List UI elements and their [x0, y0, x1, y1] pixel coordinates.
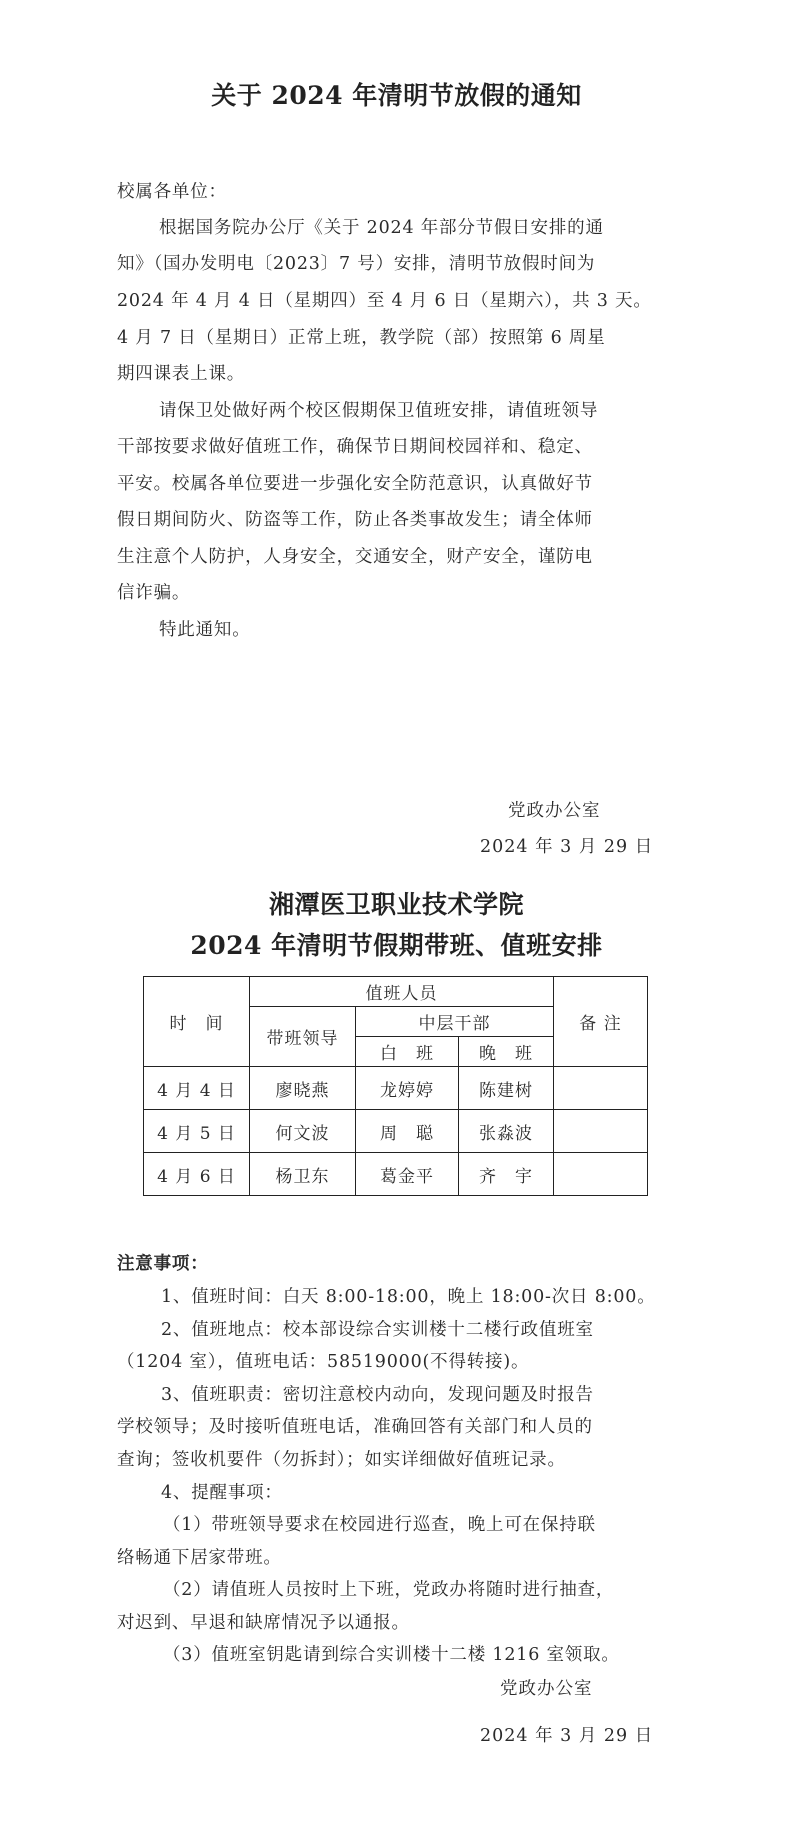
duty-table: [143, 976, 648, 1196]
notice-line: 2024 年 4 月 4 日（星期四）至 4 月 6 日（星期六），共 3 天。: [117, 291, 652, 311]
cell-day-shift: 周 聪: [356, 1110, 459, 1153]
notes-line: （1204 室），值班电话：58519000(不得转接)。: [117, 1352, 530, 1372]
header-duty-staff: 值班人员: [250, 977, 554, 1007]
notice-line: 干部按要求做好值班工作，确保节日期间校园祥和、稳定、: [117, 437, 593, 457]
header-day-shift: 白 班: [356, 1037, 459, 1067]
cell-date: 4 月 6 日: [144, 1153, 250, 1196]
table-header-row: [144, 977, 648, 1007]
notes-line: （2）请值班人员按时上下班，党政办将随时进行抽查，: [163, 1580, 615, 1600]
notes-line: （3）值班室钥匙请到综合实训楼十二楼 1216 室领取。: [163, 1645, 620, 1665]
notice-line: 平安。校属各单位要进一步强化安全防范意识，认真做好节: [117, 474, 593, 494]
header-night-shift: 晚 班: [459, 1037, 554, 1067]
cell-date: 4 月 4 日: [144, 1067, 250, 1110]
cell-night-shift: 张淼波: [459, 1110, 554, 1153]
notes-line: 4、提醒事项：: [161, 1483, 283, 1503]
table-row: [144, 1067, 648, 1110]
notice-salutation: 校属各单位：: [117, 182, 227, 202]
notice-title: 关于 2024 年清明节放假的通知: [211, 81, 582, 110]
header-remarks: 备 注: [554, 977, 648, 1067]
notes-line: 3、值班职责：密切注意校内动向，发现问题及时报告: [161, 1385, 594, 1405]
cell-remark: [554, 1110, 648, 1153]
notes-line: 对迟到、早退和缺席情况予以通报。: [117, 1613, 410, 1633]
notes-line: 查询；签收机要件（勿拆封）；如实详细做好值班记录。: [117, 1450, 566, 1470]
notes-line: 学校领导；及时接听值班电话，准确回答有关部门和人员的: [117, 1417, 593, 1437]
notice-date: 2024 年 3 月 29 日: [480, 837, 654, 857]
cell-remark: [554, 1153, 648, 1196]
notice-line: 4 月 7 日（星期日）正常上班，教学院（部）按照第 6 周星: [117, 328, 606, 348]
notice-line: 信诈骗。: [117, 583, 191, 603]
notice-line: 请保卫处做好两个校区假期保卫值班安排，请值班领导: [159, 401, 599, 421]
notes-line: 1、值班时间：白天 8:00-18:00，晚上 18:00-次日 8:00。: [161, 1287, 656, 1307]
header-leader: 带班领导: [250, 1007, 356, 1067]
cell-leader: 廖晓燕: [250, 1067, 356, 1110]
notes-line: （1）带班领导要求在校园进行巡查，晚上可在保持联: [163, 1515, 596, 1535]
notice-line: 知》（国办发明电〔2023〕7 号）安排，清明节放假时间为: [117, 254, 596, 274]
notes-date: 2024 年 3 月 29 日: [480, 1726, 654, 1746]
cell-leader: 何文波: [250, 1110, 356, 1153]
notice-line: 特此通知。: [159, 620, 251, 640]
table-row: [144, 1153, 648, 1196]
notes-heading: 注意事项：: [117, 1254, 209, 1274]
schedule-title-line2: 2024 年清明节假期带班、值班安排: [190, 931, 603, 960]
notes-line: 络畅通下居家带班。: [117, 1548, 282, 1568]
header-middle-cadres: 中层干部: [356, 1007, 554, 1037]
cell-leader: 杨卫东: [250, 1153, 356, 1196]
cell-night-shift: 陈建树: [459, 1067, 554, 1110]
notice-line: 期四课表上课。: [117, 364, 246, 384]
header-time: 时 间: [144, 977, 250, 1067]
notice-line: 假日期间防火、防盗等工作，防止各类事故发生；请全体师: [117, 510, 593, 530]
cell-remark: [554, 1067, 648, 1110]
cell-day-shift: 龙婷婷: [356, 1067, 459, 1110]
notice-line: 根据国务院办公厅《关于 2024 年部分节假日安排的通: [159, 218, 604, 238]
cell-date: 4 月 5 日: [144, 1110, 250, 1153]
notes-line: 2、值班地点：校本部设综合实训楼十二楼行政值班室: [161, 1320, 594, 1340]
cell-day-shift: 葛金平: [356, 1153, 459, 1196]
notice-signature: 党政办公室: [508, 801, 601, 821]
table-row: [144, 1110, 648, 1153]
notice-line: 生注意个人防护，人身安全，交通安全，财产安全，谨防电: [117, 547, 593, 567]
schedule-title-line1: 湘潭医卫职业技术学院: [268, 890, 524, 919]
cell-night-shift: 齐 宇: [459, 1153, 554, 1196]
notes-signature: 党政办公室: [500, 1679, 593, 1699]
